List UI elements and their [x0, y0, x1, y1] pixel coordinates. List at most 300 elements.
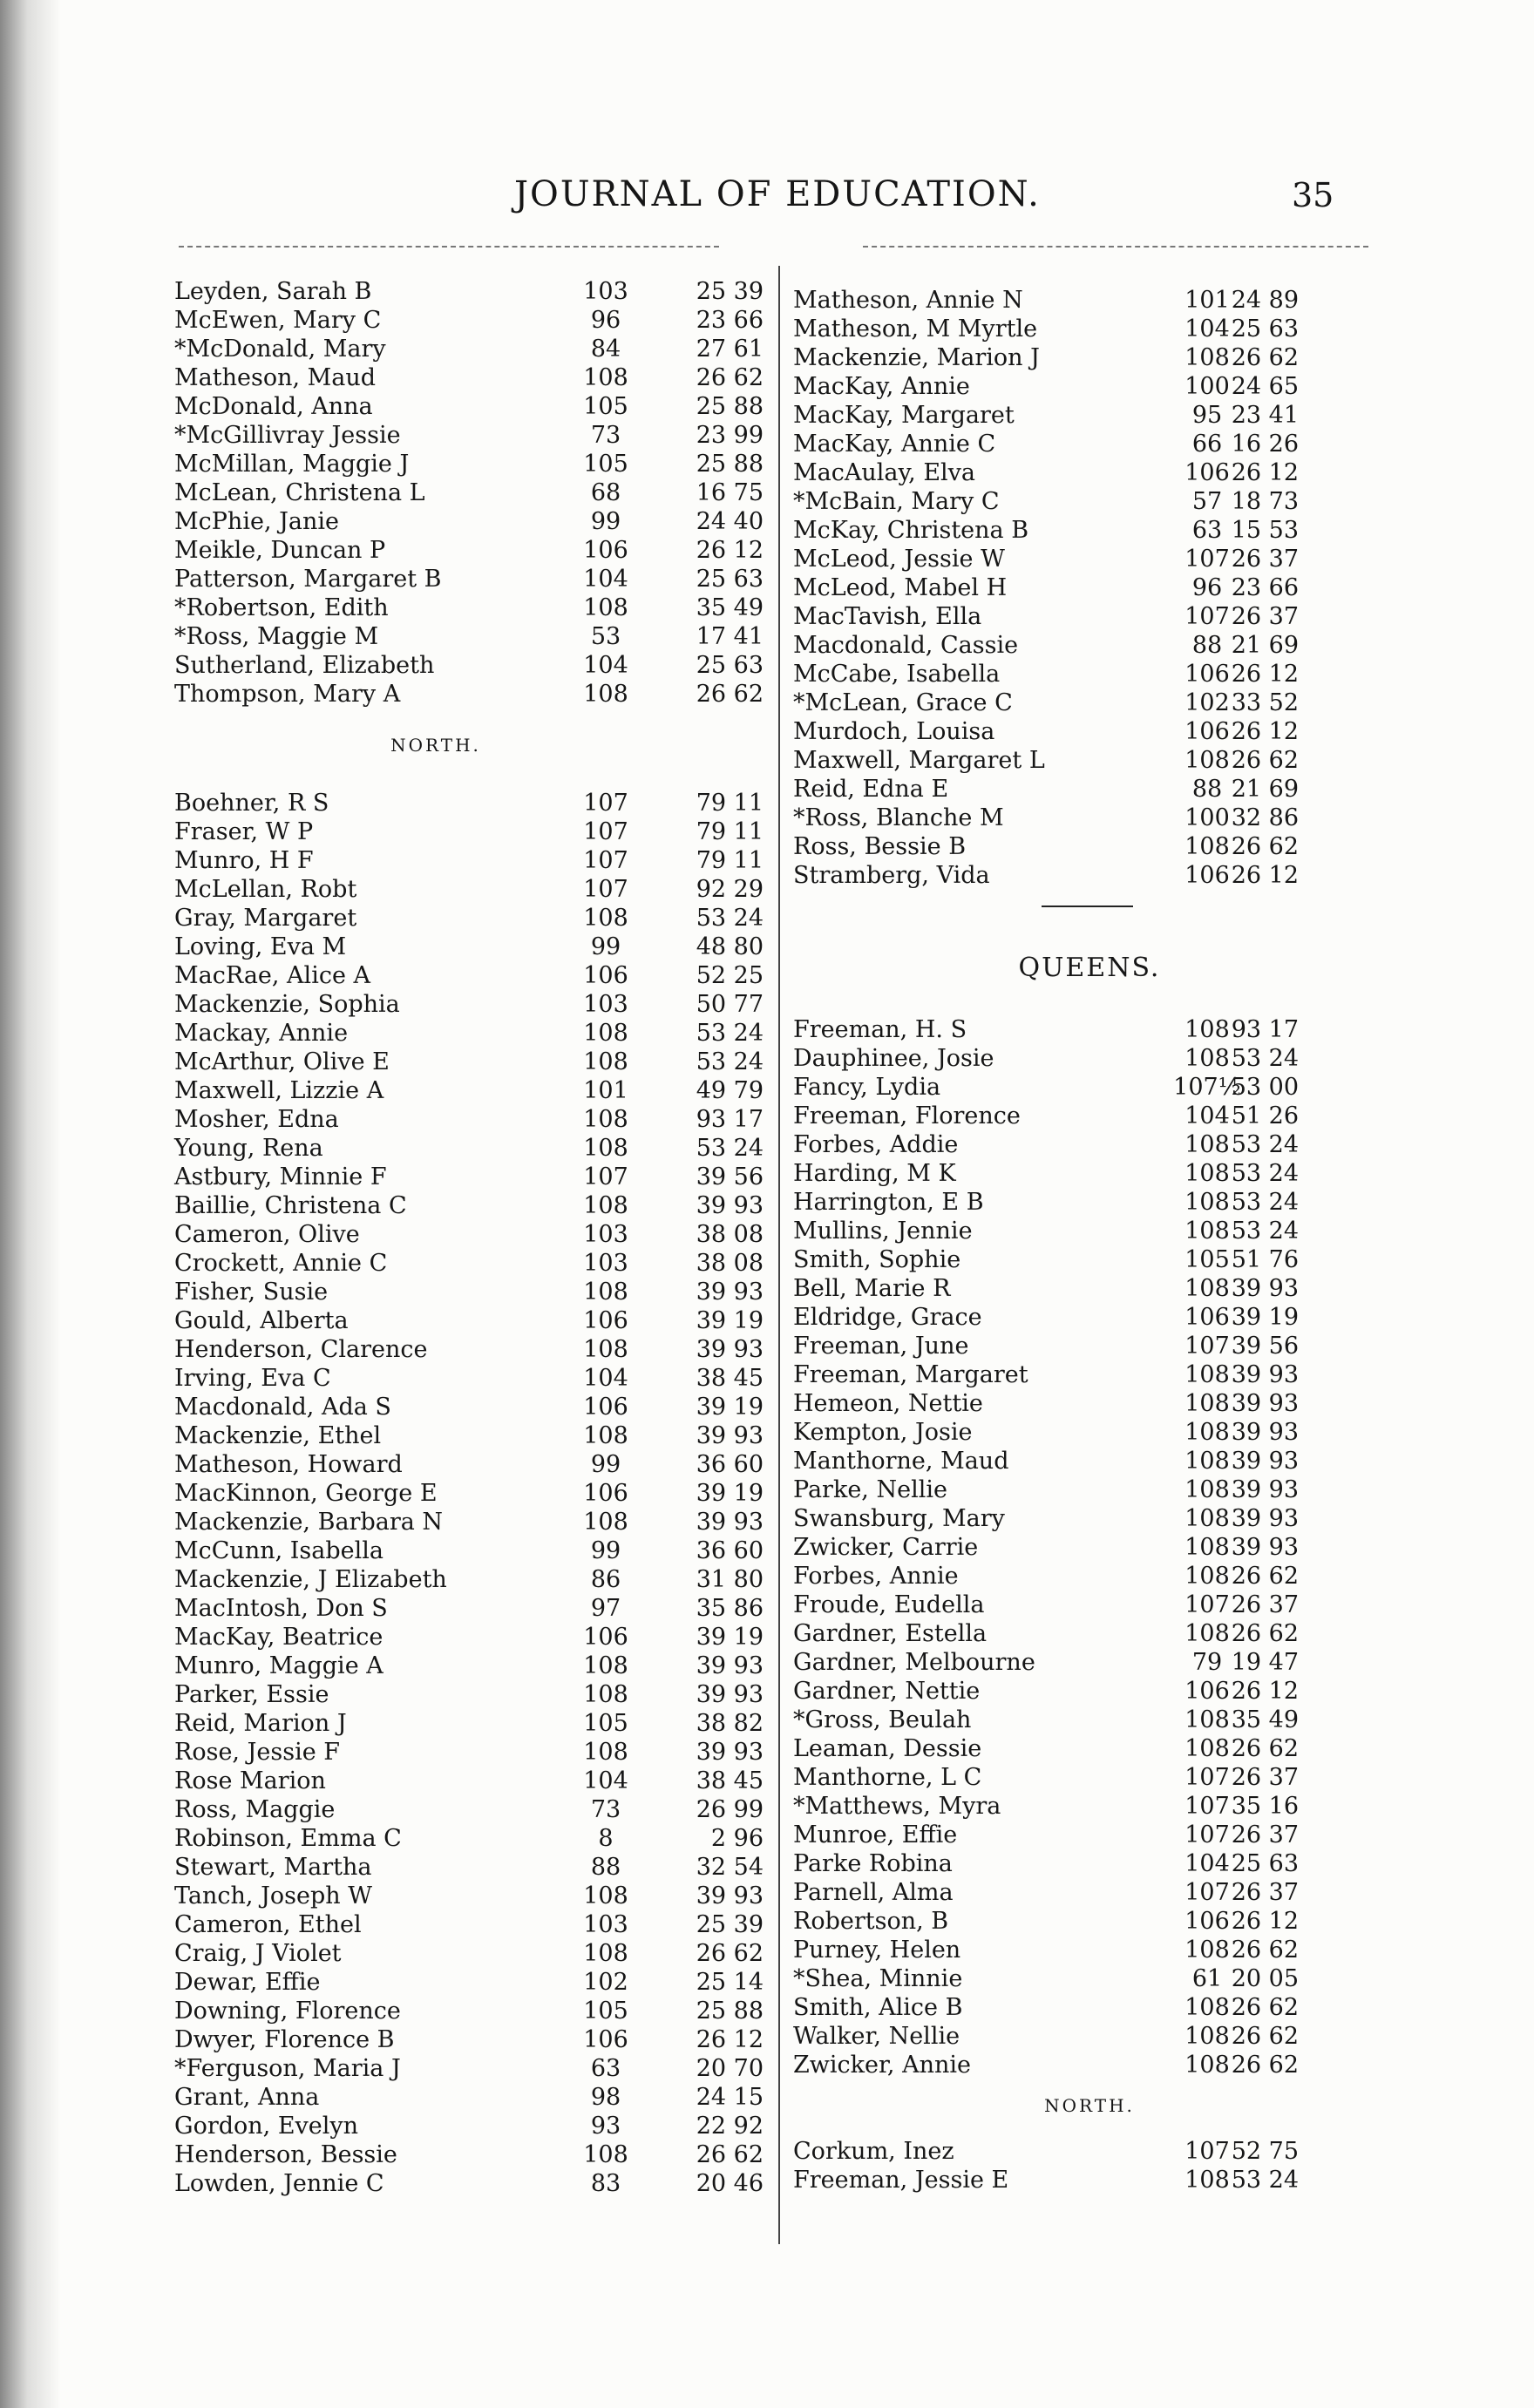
table-row [793, 1677, 1386, 1706]
days-taught: 73 [590, 1796, 621, 1823]
days-taught: 108 [1184, 1476, 1230, 1503]
table-row [174, 1968, 767, 1997]
days-taught: 108 [1184, 1620, 1230, 1647]
teacher-name: Kempton, Josie [793, 1419, 973, 1446]
days-taught: 66 [1191, 431, 1223, 458]
table-row [174, 1910, 767, 1939]
teacher-name: *McBain, Mary C [793, 488, 1000, 515]
grant-amount: 26 62 [1231, 2023, 1299, 2050]
days-taught: 106 [583, 2026, 628, 2053]
grant-amount: 20 46 [696, 2170, 764, 2197]
teacher-name: Craig, J Violet [174, 1940, 342, 1967]
teacher-name: Corkum, Inez [793, 2138, 954, 2165]
days-taught: 107 [1184, 1821, 1230, 1848]
grant-amount: 26 37 [1231, 1764, 1299, 1791]
table-row [793, 1964, 1386, 1993]
grant-amount: 26 12 [696, 537, 764, 564]
grant-amount: 26 62 [1231, 1735, 1299, 1762]
table-row [174, 1623, 767, 1652]
grant-amount: 33 52 [1231, 689, 1299, 716]
grant-amount: 35 49 [1231, 1706, 1299, 1733]
days-taught: 108 [1184, 1505, 1230, 1532]
teacher-name: MacIntosh, Don S [174, 1595, 388, 1622]
teacher-name: Matheson, Annie N [793, 287, 1023, 314]
table-row [174, 2112, 767, 2140]
teacher-name: Matheson, Howard [174, 1451, 403, 1478]
grant-amount: 36 60 [696, 1451, 764, 1478]
grant-amount: 39 19 [696, 1480, 764, 1507]
grant-amount: 35 86 [696, 1595, 764, 1622]
days-taught: 108 [583, 1739, 628, 1766]
table-row [793, 1159, 1386, 1188]
teacher-name: McArthur, Olive E [174, 1048, 390, 1075]
days-taught: 108 [583, 1882, 628, 1909]
table-row [793, 1504, 1386, 1533]
days-taught: 108 [1184, 1563, 1230, 1590]
days-taught: 108 [583, 905, 628, 932]
table-row [793, 1907, 1386, 1936]
grant-amount: 2 96 [710, 1825, 764, 1852]
table-row [793, 487, 1386, 516]
grant-amount: 39 93 [696, 1509, 764, 1536]
grant-amount: 26 37 [1231, 1591, 1299, 1618]
teacher-name: MacKay, Beatrice [174, 1624, 384, 1651]
grant-amount: 39 93 [1231, 1448, 1299, 1475]
grant-amount: 35 16 [1231, 1793, 1299, 1820]
teacher-name: Astbury, Minnie F [174, 1163, 387, 1190]
days-taught: 108 [1184, 1361, 1230, 1388]
grant-amount: 39 93 [696, 1192, 764, 1219]
table-row [174, 1738, 767, 1767]
teacher-name: *Gross, Beulah [793, 1706, 972, 1733]
grant-amount: 53 00 [1231, 1074, 1299, 1101]
grant-amount: 25 88 [696, 393, 764, 420]
teacher-name: Smith, Alice B [793, 1994, 963, 2021]
teacher-name: Matheson, M Myrtle [793, 315, 1038, 343]
teacher-name: MacKay, Annie [793, 373, 970, 400]
days-taught: 106 [583, 1307, 628, 1334]
table-row [174, 1450, 767, 1479]
grant-amount: 17 41 [696, 623, 764, 650]
teacher-name: Munro, Maggie A [174, 1652, 384, 1679]
days-taught: 106 [583, 537, 628, 564]
teacher-name: Irving, Eva C [174, 1365, 331, 1392]
grant-amount: 52 75 [1231, 2138, 1299, 2165]
teacher-name: Gardner, Nettie [793, 1678, 981, 1705]
days-taught: 107 [1184, 1879, 1230, 1906]
grant-amount: 26 37 [1231, 546, 1299, 573]
grant-amount: 31 80 [696, 1566, 764, 1593]
grant-amount: 36 60 [696, 1537, 764, 1564]
teacher-name: Harding, M K [793, 1160, 956, 1187]
days-taught: 107 [1184, 1793, 1230, 1820]
column-divider [778, 266, 780, 2244]
table-row [174, 961, 767, 990]
grant-amount: 49 79 [696, 1077, 764, 1104]
teacher-name: Leaman, Dessie [793, 1735, 982, 1762]
page-number: 35 [1292, 176, 1334, 214]
days-taught: 8 [598, 1825, 614, 1852]
days-taught: 107 [583, 876, 628, 903]
grant-amount: 39 93 [1231, 1476, 1299, 1503]
table-row [174, 1939, 767, 1968]
days-taught: 102 [583, 1969, 628, 1996]
table-row [793, 1073, 1386, 1102]
teacher-name: McMillan, Maggie J [174, 451, 410, 478]
table-row [174, 1105, 767, 1134]
header-rule-left [179, 246, 719, 248]
days-taught: 108 [1184, 1994, 1230, 2021]
table-row [793, 775, 1386, 804]
grant-amount: 26 62 [1231, 2052, 1299, 2079]
table-row [793, 1734, 1386, 1763]
grant-amount: 38 45 [696, 1767, 764, 1794]
teacher-name: Macdonald, Cassie [793, 632, 1019, 659]
table-row [174, 1393, 767, 1421]
teacher-name: Sutherland, Elizabeth [174, 652, 435, 679]
days-taught: 104 [583, 1365, 628, 1392]
table-row [174, 1249, 767, 1278]
days-taught: 88 [1191, 632, 1223, 659]
table-row [174, 1508, 767, 1536]
teacher-name: Fraser, W P [174, 818, 314, 845]
teacher-name: Munroe, Effie [793, 1821, 958, 1848]
days-taught: 108 [583, 1336, 628, 1363]
days-taught: 106 [1184, 661, 1230, 688]
days-taught: 88 [1191, 776, 1223, 803]
grant-amount: 26 62 [1231, 1994, 1299, 2021]
table-row [174, 594, 767, 622]
left-subheading-north: NORTH. [390, 735, 481, 756]
grant-amount: 25 63 [1231, 315, 1299, 343]
days-taught: 73 [590, 422, 621, 449]
days-taught: 103 [583, 1221, 628, 1248]
teacher-name: Mackenzie, Barbara N [174, 1509, 444, 1536]
table-row [174, 680, 767, 709]
teacher-name: Purney, Helen [793, 1937, 961, 1964]
table-row [174, 1652, 767, 1680]
grant-amount: 26 12 [1231, 661, 1299, 688]
grant-amount: 38 08 [696, 1250, 764, 1277]
days-taught: 108 [1184, 1189, 1230, 1216]
table-row [793, 573, 1386, 602]
teacher-name: Maxwell, Lizzie A [174, 1077, 384, 1104]
table-row [793, 1533, 1386, 1562]
table-row [174, 565, 767, 594]
days-taught: 108 [583, 681, 628, 708]
teacher-name: Reid, Edna E [793, 776, 949, 803]
days-taught: 107 [1184, 1591, 1230, 1618]
table-row [174, 2025, 767, 2054]
days-taught: 63 [590, 2055, 621, 2082]
teacher-name: Macdonald, Ada S [174, 1394, 391, 1421]
teacher-name: Baillie, Christena C [174, 1192, 407, 1219]
days-taught: 104 [1184, 315, 1230, 343]
grant-amount: 35 49 [696, 594, 764, 621]
grant-amount: 26 62 [1231, 833, 1299, 860]
grant-amount: 20 05 [1231, 1965, 1299, 1992]
teacher-name: Young, Rena [174, 1135, 323, 1162]
teacher-name: Henderson, Bessie [174, 2141, 397, 2168]
table-row [174, 2083, 767, 2112]
table-row [793, 1475, 1386, 1504]
grant-amount: 79 11 [696, 847, 764, 874]
table-row [174, 507, 767, 536]
days-taught: 79 [1191, 1649, 1223, 1676]
days-taught: 106 [1184, 718, 1230, 745]
grant-amount: 53 24 [1231, 1131, 1299, 1158]
teacher-name: McLean, Christena L [174, 479, 425, 506]
grant-amount: 26 12 [1231, 459, 1299, 486]
left-column [174, 277, 767, 2198]
teacher-name: Gordon, Evelyn [174, 2113, 359, 2140]
table-row [174, 1134, 767, 1163]
teacher-name: Robinson, Emma C [174, 1825, 402, 1852]
table-row [793, 2022, 1386, 2051]
days-taught: 104 [583, 652, 628, 679]
teacher-name: Robertson, B [793, 1908, 949, 1935]
table-row [793, 688, 1386, 717]
teacher-name: Murdoch, Louisa [793, 718, 995, 745]
grant-amount: 26 12 [1231, 862, 1299, 889]
table-row [174, 1278, 767, 1306]
days-taught: 96 [1191, 574, 1223, 601]
grant-amount: 39 93 [1231, 1275, 1299, 1302]
days-taught: 99 [590, 1537, 621, 1564]
days-taught: 61 [1191, 1965, 1223, 1992]
grant-amount: 39 93 [696, 1681, 764, 1708]
days-taught: 99 [590, 933, 621, 960]
teacher-name: Mackenzie, Marion J [793, 344, 1040, 371]
grant-amount: 93 17 [1231, 1016, 1299, 1043]
table-row [793, 1792, 1386, 1821]
page-edge-shadow [0, 0, 61, 2408]
teacher-name: Walker, Nellie [793, 2023, 960, 2050]
table-row [793, 1015, 1386, 1044]
grant-amount: 26 62 [1231, 1937, 1299, 1964]
days-taught: 108 [1184, 747, 1230, 774]
days-taught: 93 [590, 2113, 621, 2140]
table-row [174, 1824, 767, 1853]
table-row [174, 1019, 767, 1048]
days-taught: 105 [583, 1710, 628, 1737]
section-rule [793, 890, 1386, 919]
table-row [174, 1364, 767, 1393]
table-row [793, 286, 1386, 315]
days-taught: 103 [583, 278, 628, 305]
days-taught: 108 [1184, 1131, 1230, 1158]
table-row [174, 1536, 767, 1565]
days-taught: 108 [583, 2141, 628, 2168]
grant-amount: 22 92 [696, 2113, 764, 2140]
teacher-name: Zwicker, Carrie [793, 1534, 979, 1561]
teacher-name: McLellan, Robt [174, 876, 357, 903]
teacher-name: McCunn, Isabella [174, 1537, 384, 1564]
table-row [174, 2169, 767, 2198]
days-taught: 104 [583, 566, 628, 593]
table-row [174, 1191, 767, 1220]
grant-amount: 32 54 [696, 1854, 764, 1881]
days-taught: 100 [1184, 804, 1230, 831]
grant-amount: 38 45 [696, 1365, 764, 1392]
teacher-name: Dwyer, Florence B [174, 2026, 395, 2053]
grant-amount: 50 77 [696, 991, 764, 1018]
teacher-name: Bell, Marie R [793, 1275, 951, 1302]
days-taught: 108 [583, 1652, 628, 1679]
teacher-name: Ross, Bessie B [793, 833, 967, 860]
teacher-name: MacKinnon, George E [174, 1480, 438, 1507]
teacher-name: McLeod, Jessie W [793, 546, 1005, 573]
table-row [793, 1102, 1386, 1130]
days-taught: 106 [1184, 1908, 1230, 1935]
table-row [174, 2054, 767, 2083]
teacher-name: Fancy, Lydia [793, 1074, 941, 1101]
grant-amount: 16 26 [1231, 431, 1299, 458]
grant-amount: 25 88 [696, 451, 764, 478]
table-row [793, 2137, 1386, 2166]
grant-amount: 39 93 [696, 1652, 764, 1679]
table-row [793, 1447, 1386, 1475]
grant-amount: 51 26 [1231, 1102, 1299, 1129]
grant-amount: 39 19 [696, 1307, 764, 1334]
teacher-name: Freeman, Jessie E [793, 2167, 1009, 2194]
table-row [174, 450, 767, 478]
grant-amount: 26 37 [1231, 1879, 1299, 1906]
teacher-name: Lowden, Jennie C [174, 2170, 384, 2197]
grant-amount: 39 93 [1231, 1419, 1299, 1446]
table-row [793, 1993, 1386, 2022]
teacher-name: Freeman, Margaret [793, 1361, 1028, 1388]
right-group-2 [793, 1015, 1386, 2079]
table-row [793, 1418, 1386, 1447]
grant-amount: 24 89 [1231, 287, 1299, 314]
table-row [793, 631, 1386, 660]
teacher-name: Ross, Maggie [174, 1796, 336, 1823]
teacher-name: Mackenzie, J Elizabeth [174, 1566, 447, 1593]
teacher-name: Mackenzie, Ethel [174, 1422, 382, 1449]
table-row [793, 717, 1386, 746]
table-row [174, 1565, 767, 1594]
teacher-name: Parker, Essie [174, 1681, 329, 1708]
teacher-name: Parke, Nellie [793, 1476, 947, 1503]
days-taught: 108 [583, 1020, 628, 1047]
table-row [793, 516, 1386, 545]
grant-amount: 53 24 [1231, 2167, 1299, 2194]
days-taught: 101 [1184, 287, 1230, 314]
table-row [174, 1882, 767, 1910]
teacher-name: *Matthews, Myra [793, 1793, 1001, 1820]
teacher-name: Gray, Margaret [174, 905, 357, 932]
teacher-name: Matheson, Maud [174, 364, 377, 391]
days-taught: 106 [583, 962, 628, 989]
grant-amount: 25 63 [696, 652, 764, 679]
teacher-name: Fisher, Susie [174, 1279, 329, 1306]
grant-amount: 26 62 [1231, 1563, 1299, 1590]
days-taught: 108 [1184, 1045, 1230, 1072]
table-row [793, 1619, 1386, 1648]
grant-amount: 53 24 [1231, 1218, 1299, 1245]
teacher-name: MacAulay, Elva [793, 459, 976, 486]
days-taught: 105 [583, 1998, 628, 2025]
teacher-name: *McGillivray Jessie [174, 422, 401, 449]
header-rule-right [863, 246, 1368, 248]
days-taught: 102 [1184, 689, 1230, 716]
table-row [174, 990, 767, 1019]
days-taught: 53 [590, 623, 621, 650]
table-row [793, 1188, 1386, 1217]
table-row [793, 343, 1386, 372]
teacher-name: MacKay, Annie C [793, 431, 996, 458]
days-taught: 108 [1184, 2167, 1230, 2194]
days-taught: 107 [583, 818, 628, 845]
teacher-name: Swansburg, Mary [793, 1505, 1005, 1532]
days-taught: 97 [590, 1595, 621, 1622]
days-taught: 108 [583, 1106, 628, 1133]
grant-amount: 26 62 [1231, 1620, 1299, 1647]
days-taught: 105 [1184, 1246, 1230, 1273]
grant-amount: 18 73 [1231, 488, 1299, 515]
table-row [174, 1220, 767, 1249]
days-taught: 108 [583, 1048, 628, 1075]
days-taught: 108 [1184, 344, 1230, 371]
days-taught: 108 [1184, 1534, 1230, 1561]
teacher-name: MacKay, Margaret [793, 402, 1015, 429]
teacher-name: Rose Marion [174, 1767, 326, 1794]
teacher-name: Munro, H F [174, 847, 314, 874]
teacher-name: Boehner, R S [174, 790, 329, 817]
grant-amount: 26 12 [696, 2026, 764, 2053]
grant-amount: 23 66 [696, 307, 764, 334]
teacher-name: Froude, Eudella [793, 1591, 985, 1618]
grant-amount: 26 37 [1231, 1821, 1299, 1848]
teacher-name: *Ross, Maggie M [174, 623, 379, 650]
days-taught: 108 [583, 1192, 628, 1219]
days-taught: 107 [583, 847, 628, 874]
grant-amount: 20 70 [696, 2055, 764, 2082]
days-taught: 103 [583, 1911, 628, 1938]
grant-amount: 53 24 [696, 1020, 764, 1047]
grant-amount: 25 88 [696, 1998, 764, 2025]
teacher-name: Smith, Sophie [793, 1246, 961, 1273]
teacher-name: MacTavish, Ella [793, 603, 982, 630]
teacher-name: Thompson, Mary A [174, 681, 401, 708]
days-taught: 68 [590, 479, 621, 506]
grant-amount: 92 29 [696, 876, 764, 903]
table-row [793, 1245, 1386, 1274]
table-row [174, 1048, 767, 1076]
table-row [793, 1303, 1386, 1332]
right-group-3 [793, 2137, 1386, 2194]
table-row [174, 363, 767, 392]
days-taught: 108 [1184, 833, 1230, 860]
teacher-name: Freeman, June [793, 1333, 969, 1360]
grant-amount: 38 82 [696, 1710, 764, 1737]
teacher-name: Mullins, Jennie [793, 1218, 973, 1245]
teacher-name: Manthorne, Maud [793, 1448, 1009, 1475]
days-taught: 63 [1191, 517, 1223, 544]
teacher-name: Mackay, Annie [174, 1020, 349, 1047]
grant-amount: 53 24 [1231, 1045, 1299, 1072]
grant-amount: 53 24 [696, 1135, 764, 1162]
teacher-name: Manthorne, L C [793, 1764, 982, 1791]
days-taught: 108 [1184, 2023, 1230, 2050]
grant-amount: 15 53 [1231, 517, 1299, 544]
days-taught: 95 [1191, 402, 1223, 429]
days-taught: 88 [590, 1854, 621, 1881]
grant-amount: 48 80 [696, 933, 764, 960]
grant-amount: 39 19 [696, 1624, 764, 1651]
teacher-name: Forbes, Addie [793, 1131, 959, 1158]
